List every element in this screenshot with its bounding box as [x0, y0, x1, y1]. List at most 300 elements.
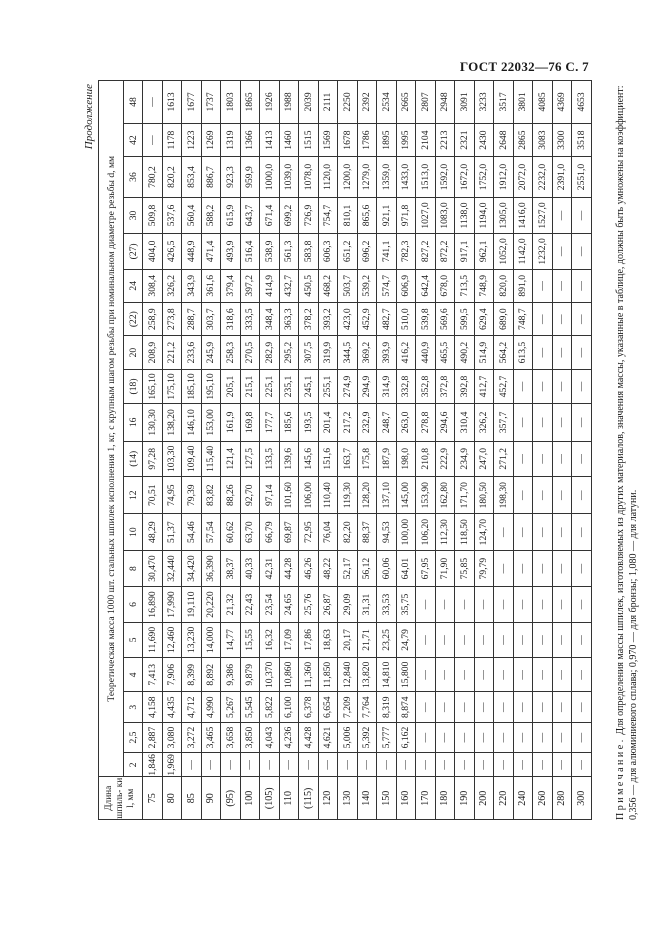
diameter-header: 8	[124, 550, 143, 586]
mass-cell: —	[455, 622, 475, 657]
mass-cell: 468,2	[318, 269, 338, 302]
mass-cell: —	[552, 269, 572, 302]
diameter-header: 5	[124, 622, 143, 657]
mass-cell: 193,5	[299, 404, 319, 441]
mass-cell: 21,32	[221, 587, 241, 622]
mass-cell: —	[435, 722, 455, 752]
mass-cell: 180,50	[474, 477, 494, 514]
diameter-header: (14)	[124, 441, 143, 476]
mass-cell: 112,30	[435, 514, 455, 550]
mass-cell: —	[572, 722, 592, 752]
mass-cell: —	[455, 658, 475, 692]
mass-cell: 2232,0	[533, 157, 553, 197]
mass-cell: 171,70	[455, 477, 475, 514]
mass-cell: 3,272	[182, 722, 202, 752]
mass-cell: 1200,0	[338, 157, 358, 197]
mass-cell: 921,1	[377, 197, 397, 233]
mass-cell: 24,79	[396, 622, 416, 657]
mass-cell: —	[572, 234, 592, 269]
mass-cell: 2072,0	[513, 157, 533, 197]
length-cell: 160	[396, 777, 416, 820]
mass-cell: —	[513, 622, 533, 657]
mass-cell: 4369	[552, 81, 572, 124]
mass-cell: 1613	[162, 81, 182, 124]
length-cell: 300	[572, 777, 592, 820]
mass-cell: 15,800	[396, 658, 416, 692]
mass-cell: 17,09	[279, 622, 299, 657]
mass-cell: 482,7	[377, 302, 397, 335]
mass-cell: 651,2	[338, 234, 358, 269]
mass-cell: 1269	[201, 123, 221, 156]
mass-cell: 369,2	[357, 336, 377, 369]
mass-cell: 510,0	[396, 302, 416, 335]
rotated-table-block	[82, 80, 652, 820]
table-row	[240, 81, 260, 820]
mass-cell: 1083,0	[435, 197, 455, 233]
mass-cell: 4,236	[279, 722, 299, 752]
length-cell: 240	[513, 777, 533, 820]
mass-cell: —	[455, 753, 475, 777]
mass-cell: 165,10	[143, 369, 163, 403]
mass-cell: —	[552, 404, 572, 441]
mass-cell: 326,2	[474, 404, 494, 441]
mass-cell: 379,4	[221, 269, 241, 302]
mass-cell: 538,9	[260, 234, 280, 269]
mass-cell: 352,8	[416, 369, 436, 403]
mass-cell: 2391,0	[552, 157, 572, 197]
mass-cell: 234,9	[455, 441, 475, 476]
diameter-header: 4	[124, 658, 143, 692]
mass-cell: —	[474, 753, 494, 777]
mass-cell: 7,764	[357, 692, 377, 722]
mass-cell: 1,846	[143, 753, 163, 777]
mass-cell: 12,840	[338, 658, 358, 692]
mass-cell: —	[513, 658, 533, 692]
mass-cell: 363,3	[279, 302, 299, 335]
mass-cell: 38,37	[221, 550, 241, 586]
mass-cell: —	[435, 753, 455, 777]
mass-cell: 393,9	[377, 336, 397, 369]
mass-cell: 3300	[552, 123, 572, 156]
mass-cell: 392,8	[455, 369, 475, 403]
mass-cell: 92,70	[240, 477, 260, 514]
mass-cell: 490,2	[455, 336, 475, 369]
mass-cell: 14,000	[201, 622, 221, 657]
length-cell: (105)	[260, 777, 280, 820]
mass-cell: 1672,0	[455, 157, 475, 197]
mass-cell: 3091	[455, 81, 475, 124]
mass-cell: 60,06	[377, 550, 397, 586]
mass-cell: 4,158	[143, 692, 163, 722]
mass-cell: 2551,0	[572, 157, 592, 197]
mass-cell: —	[533, 404, 553, 441]
mass-cell: 827,2	[416, 234, 436, 269]
mass-cell: 514,9	[474, 336, 494, 369]
mass-cell: 15,55	[240, 622, 260, 657]
mass-cell: —	[494, 550, 514, 586]
mass-cell: 2865	[513, 123, 533, 156]
mass-cell: 671,4	[260, 197, 280, 233]
table-row	[552, 81, 572, 820]
mass-cell: 294,9	[357, 369, 377, 403]
mass-cell: —	[513, 514, 533, 550]
mass-cell: 46,26	[299, 550, 319, 586]
mass-cell: —	[260, 753, 280, 777]
diameter-header: 12	[124, 477, 143, 514]
mass-cell: 3083	[533, 123, 553, 156]
mass-cell: 4085	[533, 81, 553, 124]
mass-cell: 221,2	[162, 336, 182, 369]
mass-cell: 448,9	[182, 234, 202, 269]
mass-cell: 613,5	[513, 336, 533, 369]
mass-cell: 3233	[474, 81, 494, 124]
mass-cell: 233,6	[182, 336, 202, 369]
mass-cell: —	[552, 369, 572, 403]
note-label: Примечание.	[615, 737, 626, 820]
mass-cell: 820,0	[494, 269, 514, 302]
mass-cell: 40,33	[240, 550, 260, 586]
mass-cell: 83,82	[201, 477, 221, 514]
mass-cell: 689,0	[494, 302, 514, 335]
mass-cell: 282,9	[260, 336, 280, 369]
diameter-header: 30	[124, 197, 143, 233]
mass-cell: —	[533, 722, 553, 752]
mass-cell: —	[240, 753, 260, 777]
mass-cell: —	[474, 692, 494, 722]
mass-cell: 6,162	[396, 722, 416, 752]
mass-cell: 153,90	[416, 477, 436, 514]
diameter-header-row	[124, 81, 143, 820]
length-cell: 140	[357, 777, 377, 820]
mass-cell: —	[455, 692, 475, 722]
mass-cell: 19,110	[182, 587, 202, 622]
mass-cell: —	[552, 336, 572, 369]
mass-cell: 294,6	[435, 404, 455, 441]
mass-cell: —	[552, 197, 572, 233]
mass-cell: 25,76	[299, 587, 319, 622]
mass-cell: 3517	[494, 81, 514, 124]
mass-cell: 101,60	[279, 477, 299, 514]
mass-cell: 255,1	[318, 369, 338, 403]
mass-cell: 5,006	[338, 722, 358, 752]
mass-cell: 865,6	[357, 197, 377, 233]
mass-cell: 138,20	[162, 404, 182, 441]
mass-cell: —	[552, 587, 572, 622]
mass-cell: 247,0	[474, 441, 494, 476]
length-cell: 220	[494, 777, 514, 820]
mass-cell: 726,9	[299, 197, 319, 233]
mass-cell: 1039,0	[279, 157, 299, 197]
mass-cell: —	[435, 692, 455, 722]
table-row	[377, 81, 397, 820]
mass-cell: —	[416, 622, 436, 657]
mass-cell: 872,2	[435, 234, 455, 269]
mass-cell: 54,46	[182, 514, 202, 550]
mass-cell: 133,5	[260, 441, 280, 476]
mass-cell: —	[572, 514, 592, 550]
mass-cell: 1,969	[162, 753, 182, 777]
mass-cell: 1359,0	[377, 157, 397, 197]
mass-cell: 1027,0	[416, 197, 436, 233]
table-row	[143, 81, 163, 820]
mass-cell: 153,00	[201, 404, 221, 441]
mass-cell: 537,6	[162, 197, 182, 233]
mass-cell: 48,29	[143, 514, 163, 550]
mass-cell: —	[221, 753, 241, 777]
diameter-header: 2	[124, 753, 143, 777]
mass-cell: 564,2	[494, 336, 514, 369]
table-row	[416, 81, 436, 820]
mass-cell: —	[416, 658, 436, 692]
mass-cell: 31,31	[357, 587, 377, 622]
mass-cell: 5,777	[377, 722, 397, 752]
table-note	[614, 80, 642, 820]
mass-cell: 6,378	[299, 692, 319, 722]
mass-cell: 2807	[416, 81, 436, 124]
mass-cell: —	[299, 753, 319, 777]
mass-cell: —	[494, 692, 514, 722]
mass-cell: 782,3	[396, 234, 416, 269]
mass-cell: 2104	[416, 123, 436, 156]
length-cell: 150	[377, 777, 397, 820]
mass-cell: 2250	[338, 81, 358, 124]
mass-cell: —	[435, 587, 455, 622]
mass-cell: 348,4	[260, 302, 280, 335]
mass-cell: 175,8	[357, 441, 377, 476]
mass-cell: 118,50	[455, 514, 475, 550]
mass-cell: 2392	[357, 81, 377, 124]
mass-cell: 1366	[240, 123, 260, 156]
mass-cell: 16,890	[143, 587, 163, 622]
diameter-header: 16	[124, 404, 143, 441]
mass-cell: 2111	[318, 81, 338, 124]
diameter-header: 48	[124, 81, 143, 124]
mass-cell: —	[474, 587, 494, 622]
mass-cell: 187,9	[377, 441, 397, 476]
length-header: Длина шпиль- ки l, мм	[99, 777, 143, 820]
mass-cell: 1078,0	[299, 157, 319, 197]
table-row	[221, 81, 241, 820]
mass-cell: 1995	[396, 123, 416, 156]
mass-cell: —	[338, 753, 358, 777]
mass-cell: —	[533, 550, 553, 586]
mass-cell: 71,90	[435, 550, 455, 586]
mass-cell: 332,8	[396, 369, 416, 403]
mass-cell: 35,75	[396, 587, 416, 622]
mass-cell: 145,00	[396, 477, 416, 514]
mass-cell: —	[513, 441, 533, 476]
mass-cell: 57,54	[201, 514, 221, 550]
mass-cell: 56,12	[357, 550, 377, 586]
mass-cell: —	[552, 514, 572, 550]
mass-cell: —	[416, 753, 436, 777]
mass-cell: 162,80	[435, 477, 455, 514]
mass-cell: 810,1	[338, 197, 358, 233]
diameter-header: (27)	[124, 234, 143, 269]
mass-cell: 103,30	[162, 441, 182, 476]
mass-cell: —	[533, 514, 553, 550]
mass-cell: 8,874	[396, 692, 416, 722]
mass-cell: —	[474, 722, 494, 752]
table-row	[260, 81, 280, 820]
mass-cell: 959,9	[240, 157, 260, 197]
table-row	[162, 81, 182, 820]
mass-cell: 33,53	[377, 587, 397, 622]
mass-cell: 416,2	[396, 336, 416, 369]
mass-cell: 3,850	[240, 722, 260, 752]
mass-cell: 185,10	[182, 369, 202, 403]
mass-cell: 310,4	[455, 404, 475, 441]
mass-cell: 1319	[221, 123, 241, 156]
mass-cell: 319,9	[318, 336, 338, 369]
diameter-header: 2,5	[124, 722, 143, 752]
mass-cell: 258,9	[143, 302, 163, 335]
mass-cell: 4,990	[201, 692, 221, 722]
diameter-header: 20	[124, 336, 143, 369]
mass-cell: 423,0	[338, 302, 358, 335]
mass-cell: 748,7	[513, 302, 533, 335]
mass-cell: 109,40	[182, 441, 202, 476]
mass-cell: —	[572, 269, 592, 302]
mass-cell: 1279,0	[357, 157, 377, 197]
mass-cell: 1305,0	[494, 197, 514, 233]
mass-cell: —	[318, 753, 338, 777]
mass-cell: 2948	[435, 81, 455, 124]
mass-cell: 344,5	[338, 336, 358, 369]
mass-cell: 34,420	[182, 550, 202, 586]
mass-cell: 21,71	[357, 622, 377, 657]
mass-cell: 923,3	[221, 157, 241, 197]
mass-cell: —	[572, 197, 592, 233]
mass-cell: 22,43	[240, 587, 260, 622]
mass-cell: 307,5	[299, 336, 319, 369]
mass-cell: 146,10	[182, 404, 202, 441]
mass-cell: 7,413	[143, 658, 163, 692]
mass-cell: —	[572, 692, 592, 722]
mass-cell: —	[513, 404, 533, 441]
mass-cell: —	[416, 692, 436, 722]
length-cell: 90	[201, 777, 221, 820]
mass-cell: 4,435	[162, 692, 182, 722]
mass-cell: 1142,0	[513, 234, 533, 269]
table-row	[513, 81, 533, 820]
mass-cell: —	[377, 753, 397, 777]
mass-cell: 60,62	[221, 514, 241, 550]
mass-cell: 18,63	[318, 622, 338, 657]
length-cell: 130	[338, 777, 358, 820]
mass-cell: 273,8	[162, 302, 182, 335]
mass-cell: 1460	[279, 123, 299, 156]
mass-cell: 599,5	[455, 302, 475, 335]
mass-cell: 629,4	[474, 302, 494, 335]
mass-cell: —	[572, 369, 592, 403]
mass-cell: 4,428	[299, 722, 319, 752]
mass-cell: 13,230	[182, 622, 202, 657]
diameter-header: 6	[124, 587, 143, 622]
mass-cell: 432,7	[279, 269, 299, 302]
mass-cell: 4,621	[318, 722, 338, 752]
mass-cell: 270,5	[240, 336, 260, 369]
mass-cell: —	[533, 753, 553, 777]
mass-cell: 11,360	[299, 658, 319, 692]
mass-cell: —	[513, 722, 533, 752]
mass-cell: 588,2	[201, 197, 221, 233]
mass-cell: 3,080	[162, 722, 182, 752]
mass-cell: 7,906	[162, 658, 182, 692]
mass-cell: —	[572, 753, 592, 777]
mass-cell: 1232,0	[533, 234, 553, 269]
mass-cell: 20,220	[201, 587, 221, 622]
length-cell: 280	[552, 777, 572, 820]
mass-cell: —	[552, 477, 572, 514]
mass-cell: 128,20	[357, 477, 377, 514]
mass-cell: —	[552, 302, 572, 335]
mass-cell: 962,1	[474, 234, 494, 269]
mass-cell: 1752,0	[474, 157, 494, 197]
mass-cell: —	[182, 753, 202, 777]
mass-cell: 471,4	[201, 234, 221, 269]
mass-cell: —	[572, 302, 592, 335]
table-row	[357, 81, 377, 820]
mass-cell: 23,25	[377, 622, 397, 657]
length-cell: 80	[162, 777, 182, 820]
mass-cell: 452,9	[357, 302, 377, 335]
mass-cell: 151,6	[318, 441, 338, 476]
mass-cell: 9,879	[240, 658, 260, 692]
mass-cell: 258,3	[221, 336, 241, 369]
mass-cell: 886,7	[201, 157, 221, 197]
mass-cell: 1592,0	[435, 157, 455, 197]
mass-cell: 10,370	[260, 658, 280, 692]
mass-cell: 26,87	[318, 587, 338, 622]
diameter-header: (18)	[124, 369, 143, 403]
mass-cell: —	[357, 753, 377, 777]
mass-cell: 4,712	[182, 692, 202, 722]
length-cell: 120	[318, 777, 338, 820]
mass-cell: 198,0	[396, 441, 416, 476]
mass-cell: 2213	[435, 123, 455, 156]
mass-cell: 248,7	[377, 404, 397, 441]
mass-cell: 48,22	[318, 550, 338, 586]
mass-cell: 414,9	[260, 269, 280, 302]
mass-cell: 606,9	[396, 269, 416, 302]
table-row	[338, 81, 358, 820]
mass-cell: 1912,0	[494, 157, 514, 197]
mass-cell: 97,14	[260, 477, 280, 514]
mass-cell: 82,20	[338, 514, 358, 550]
mass-cell: 70,51	[143, 477, 163, 514]
mass-cell: —	[552, 441, 572, 476]
mass-cell: 52,17	[338, 550, 358, 586]
mass-cell: 295,2	[279, 336, 299, 369]
mass-cell: 8,399	[182, 658, 202, 692]
mass-cell: 2648	[494, 123, 514, 156]
table-row	[182, 81, 202, 820]
mass-cell: —	[494, 722, 514, 752]
mass-cell: 452,7	[494, 369, 514, 403]
mass-cell: 2665	[396, 81, 416, 124]
mass-cell: —	[552, 550, 572, 586]
mass-cell: 1433,0	[396, 157, 416, 197]
mass-cell: 17,990	[162, 587, 182, 622]
mass-cell: 1000,0	[260, 157, 280, 197]
length-cell: 85	[182, 777, 202, 820]
mass-cell: —	[533, 658, 553, 692]
mass-cell: 106,00	[299, 477, 319, 514]
diameter-header: (22)	[124, 302, 143, 335]
mass-cell: 1803	[221, 81, 241, 124]
mass-cell: 66,79	[260, 514, 280, 550]
